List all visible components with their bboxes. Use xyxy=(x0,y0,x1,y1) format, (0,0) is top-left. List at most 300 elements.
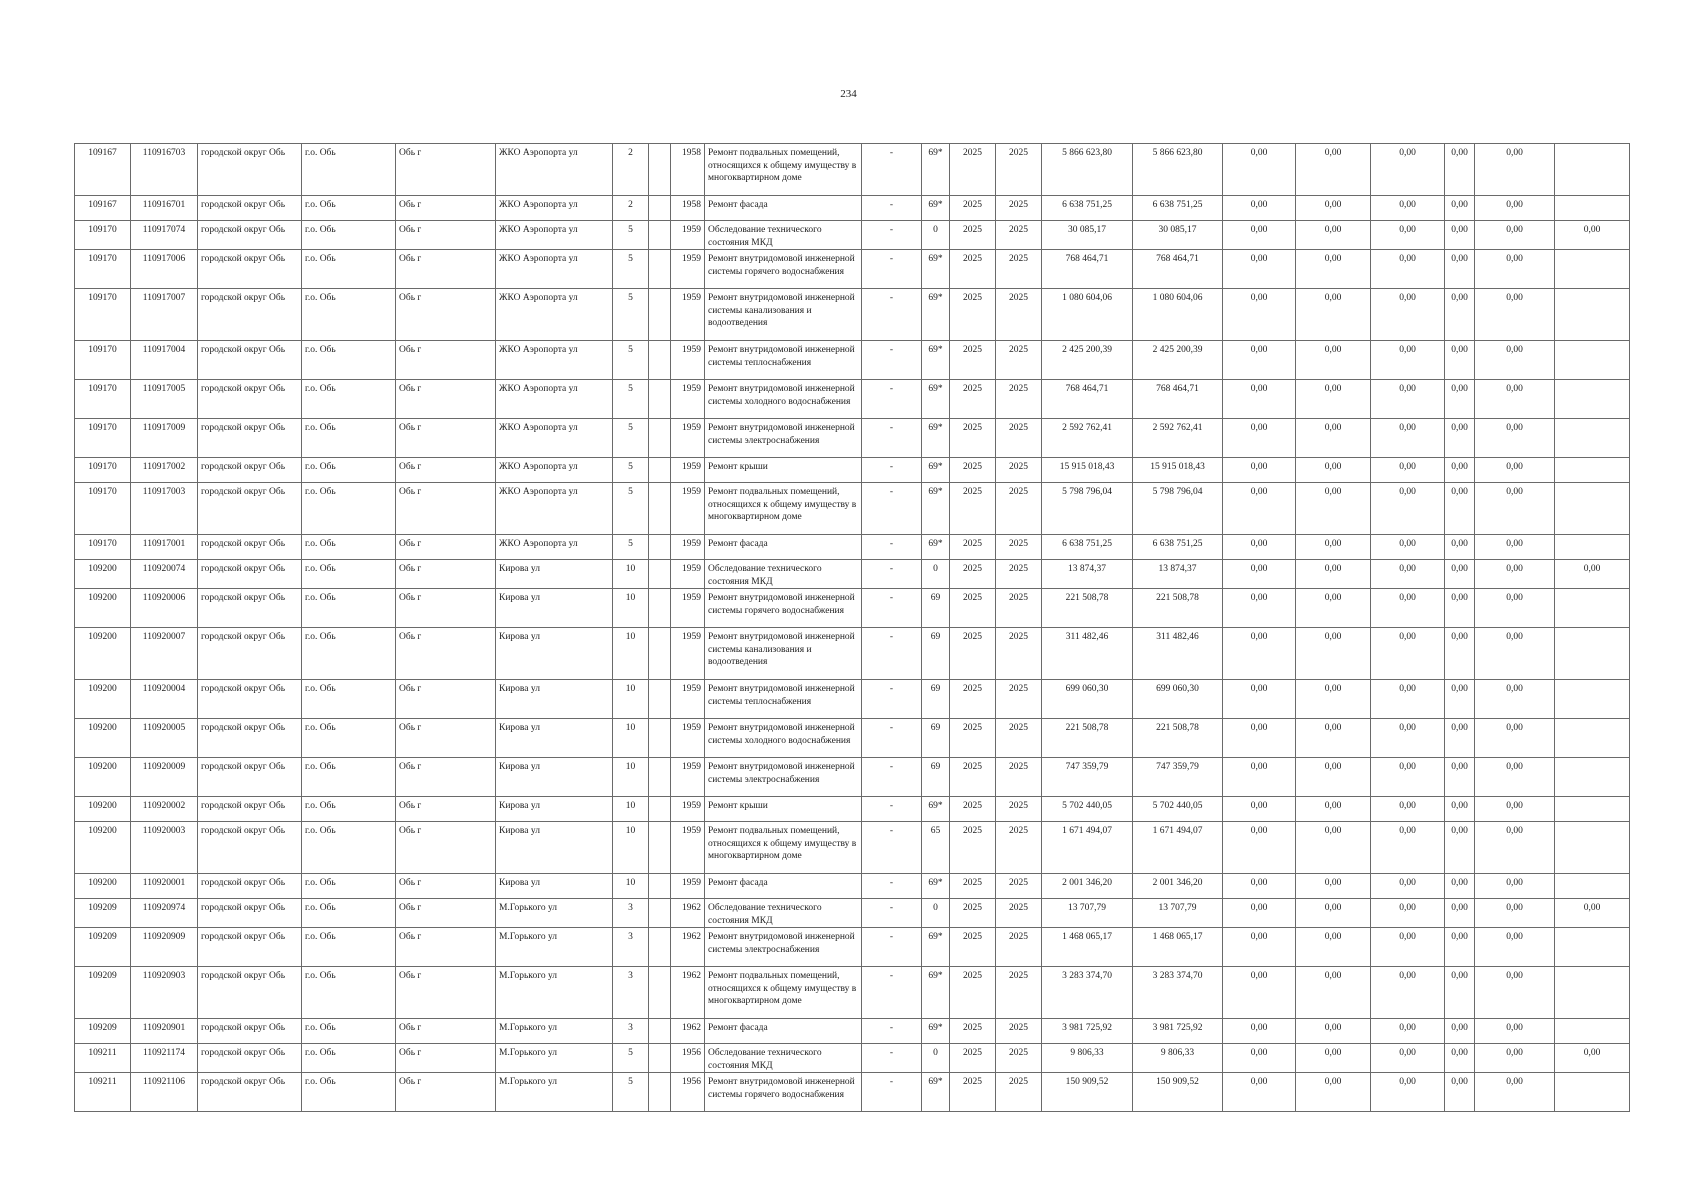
cell-year-to: 2025 xyxy=(996,144,1042,196)
cell-c1: 0,00 xyxy=(1223,899,1296,928)
cell-go: г.о. Обь xyxy=(302,1019,396,1044)
cell-settlement: Обь г xyxy=(396,196,496,221)
cell-year-from: 2025 xyxy=(950,560,996,589)
cell-wear: 69* xyxy=(922,380,950,419)
cell-korpus xyxy=(649,289,671,341)
cell-year: 1962 xyxy=(671,1019,705,1044)
cell-c2: 0,00 xyxy=(1296,221,1371,250)
cell-okrug: городской округ Обь xyxy=(198,1044,302,1073)
cell-house: 10 xyxy=(613,589,649,628)
cell-settlement: Обь г xyxy=(396,719,496,758)
cell-cost-fund: 2 425 200,39 xyxy=(1133,341,1223,380)
cell-code: 110920004 xyxy=(131,680,198,719)
cell-c4: 0,00 xyxy=(1445,1073,1475,1112)
cell-c6 xyxy=(1555,289,1630,341)
cell-c5: 0,00 xyxy=(1475,250,1555,289)
cell-house: 3 xyxy=(613,928,649,967)
cell-id: 109170 xyxy=(75,221,131,250)
cell-settlement: Обь г xyxy=(396,535,496,560)
cell-year: 1959 xyxy=(671,221,705,250)
cell-street: Кирова ул xyxy=(496,680,613,719)
table-row xyxy=(75,899,1630,928)
table-row xyxy=(75,797,1630,822)
cell-year-to: 2025 xyxy=(996,196,1042,221)
cell-okrug: городской округ Обь xyxy=(198,797,302,822)
cell-c3: 0,00 xyxy=(1371,419,1445,458)
cell-cost-fund: 747 359,79 xyxy=(1133,758,1223,797)
cell-korpus xyxy=(649,144,671,196)
cell-c2: 0,00 xyxy=(1296,589,1371,628)
cell-go: г.о. Обь xyxy=(302,822,396,874)
cell-c6 xyxy=(1555,628,1630,680)
cell-c3: 0,00 xyxy=(1371,458,1445,483)
cell-work: Ремонт внутридомовой инженерной системы горячего водоснабжения xyxy=(705,250,862,289)
cell-house: 5 xyxy=(613,483,649,535)
cell-street: ЖКО Аэропорта ул xyxy=(496,380,613,419)
cell-work: Обследование технического состояния МКД xyxy=(705,899,862,928)
cell-house: 5 xyxy=(613,1073,649,1112)
cell-house: 2 xyxy=(613,196,649,221)
table-row xyxy=(75,560,1630,589)
cell-dash: - xyxy=(862,221,922,250)
cell-year-from: 2025 xyxy=(950,797,996,822)
cell-go: г.о. Обь xyxy=(302,144,396,196)
cell-year-to: 2025 xyxy=(996,967,1042,1019)
cell-work: Ремонт внутридомовой инженерной системы теплоснабжения xyxy=(705,680,862,719)
cell-korpus xyxy=(649,419,671,458)
cell-go: г.о. Обь xyxy=(302,874,396,899)
cell-work: Ремонт внутридомовой инженерной системы холодного водоснабжения xyxy=(705,719,862,758)
cell-korpus xyxy=(649,822,671,874)
table-row xyxy=(75,144,1630,196)
cell-wear: 69 xyxy=(922,719,950,758)
cell-korpus xyxy=(649,874,671,899)
cell-c6 xyxy=(1555,144,1630,196)
cell-c4: 0,00 xyxy=(1445,928,1475,967)
cell-dash: - xyxy=(862,289,922,341)
cell-house: 3 xyxy=(613,899,649,928)
cell-street: М.Горького ул xyxy=(496,967,613,1019)
cell-cost-total: 1 468 065,17 xyxy=(1042,928,1133,967)
cell-code: 110920901 xyxy=(131,1019,198,1044)
cell-house: 10 xyxy=(613,797,649,822)
cell-settlement: Обь г xyxy=(396,589,496,628)
cell-wear: 69* xyxy=(922,289,950,341)
cell-c2: 0,00 xyxy=(1296,458,1371,483)
cell-cost-fund: 768 464,71 xyxy=(1133,250,1223,289)
cell-year-to: 2025 xyxy=(996,758,1042,797)
cell-cost-total: 768 464,71 xyxy=(1042,250,1133,289)
cell-wear: 69 xyxy=(922,680,950,719)
cell-c4: 0,00 xyxy=(1445,589,1475,628)
cell-korpus xyxy=(649,341,671,380)
cell-dash: - xyxy=(862,967,922,1019)
table-body xyxy=(75,144,1630,1112)
cell-wear: 69* xyxy=(922,250,950,289)
cell-c4: 0,00 xyxy=(1445,628,1475,680)
cell-year-to: 2025 xyxy=(996,380,1042,419)
cell-okrug: городской округ Обь xyxy=(198,1019,302,1044)
cell-dash: - xyxy=(862,928,922,967)
cell-year: 1959 xyxy=(671,250,705,289)
cell-street: ЖКО Аэропорта ул xyxy=(496,250,613,289)
cell-id: 109200 xyxy=(75,797,131,822)
page-number: 234 xyxy=(840,88,857,100)
cell-c4: 0,00 xyxy=(1445,250,1475,289)
cell-street: ЖКО Аэропорта ул xyxy=(496,535,613,560)
cell-settlement: Обь г xyxy=(396,1073,496,1112)
cell-okrug: городской округ Обь xyxy=(198,967,302,1019)
cell-c2: 0,00 xyxy=(1296,419,1371,458)
cell-street: Кирова ул xyxy=(496,822,613,874)
cell-c3: 0,00 xyxy=(1371,719,1445,758)
cell-c5: 0,00 xyxy=(1475,483,1555,535)
cell-korpus xyxy=(649,535,671,560)
cell-year-from: 2025 xyxy=(950,628,996,680)
cell-c5: 0,00 xyxy=(1475,719,1555,758)
cell-wear: 0 xyxy=(922,221,950,250)
cell-cost-fund: 311 482,46 xyxy=(1133,628,1223,680)
cell-house: 5 xyxy=(613,419,649,458)
cell-c2: 0,00 xyxy=(1296,899,1371,928)
cell-c3: 0,00 xyxy=(1371,341,1445,380)
cell-house: 5 xyxy=(613,380,649,419)
cell-work: Ремонт внутридомовой инженерной системы теплоснабжения xyxy=(705,341,862,380)
cell-cost-total: 150 909,52 xyxy=(1042,1073,1133,1112)
cell-id: 109170 xyxy=(75,289,131,341)
cell-code: 110917074 xyxy=(131,221,198,250)
cell-c6: 0,00 xyxy=(1555,1044,1630,1073)
cell-c1: 0,00 xyxy=(1223,144,1296,196)
cell-year-from: 2025 xyxy=(950,341,996,380)
cell-house: 5 xyxy=(613,289,649,341)
cell-wear: 69* xyxy=(922,458,950,483)
cell-year-from: 2025 xyxy=(950,144,996,196)
cell-cost-fund: 5 866 623,80 xyxy=(1133,144,1223,196)
cell-c2: 0,00 xyxy=(1296,797,1371,822)
cell-cost-fund: 3 981 725,92 xyxy=(1133,1019,1223,1044)
cell-street: М.Горького ул xyxy=(496,1073,613,1112)
cell-settlement: Обь г xyxy=(396,758,496,797)
cell-cost-fund: 2 592 762,41 xyxy=(1133,419,1223,458)
cell-year-to: 2025 xyxy=(996,483,1042,535)
cell-c3: 0,00 xyxy=(1371,899,1445,928)
cell-c1: 0,00 xyxy=(1223,1073,1296,1112)
cell-house: 5 xyxy=(613,250,649,289)
cell-cost-fund: 150 909,52 xyxy=(1133,1073,1223,1112)
cell-id: 109211 xyxy=(75,1044,131,1073)
cell-c1: 0,00 xyxy=(1223,380,1296,419)
cell-dash: - xyxy=(862,899,922,928)
cell-wear: 65 xyxy=(922,822,950,874)
cell-settlement: Обь г xyxy=(396,483,496,535)
cell-c4: 0,00 xyxy=(1445,874,1475,899)
cell-c3: 0,00 xyxy=(1371,1073,1445,1112)
cell-c1: 0,00 xyxy=(1223,589,1296,628)
cell-c3: 0,00 xyxy=(1371,289,1445,341)
cell-year: 1959 xyxy=(671,341,705,380)
cell-year: 1962 xyxy=(671,967,705,1019)
cell-id: 109200 xyxy=(75,758,131,797)
cell-year-to: 2025 xyxy=(996,289,1042,341)
table-row xyxy=(75,483,1630,535)
cell-settlement: Обь г xyxy=(396,419,496,458)
cell-cost-fund: 15 915 018,43 xyxy=(1133,458,1223,483)
cell-street: Кирова ул xyxy=(496,797,613,822)
cell-c4: 0,00 xyxy=(1445,899,1475,928)
cell-okrug: городской округ Обь xyxy=(198,221,302,250)
cell-okrug: городской округ Обь xyxy=(198,822,302,874)
cell-year-to: 2025 xyxy=(996,797,1042,822)
cell-c3: 0,00 xyxy=(1371,628,1445,680)
cell-c6 xyxy=(1555,758,1630,797)
cell-year: 1959 xyxy=(671,874,705,899)
cell-street: Кирова ул xyxy=(496,628,613,680)
cell-c5: 0,00 xyxy=(1475,928,1555,967)
cell-work: Обследование технического состояния МКД xyxy=(705,221,862,250)
cell-house: 5 xyxy=(613,535,649,560)
cell-street: ЖКО Аэропорта ул xyxy=(496,458,613,483)
cell-id: 109209 xyxy=(75,928,131,967)
cell-year-to: 2025 xyxy=(996,589,1042,628)
cell-cost-total: 221 508,78 xyxy=(1042,589,1133,628)
cell-c6 xyxy=(1555,719,1630,758)
cell-work: Ремонт подвальных помещений, относящихся к общему имуществу в многоквартирном доме xyxy=(705,483,862,535)
cell-settlement: Обь г xyxy=(396,967,496,1019)
cell-okrug: городской округ Обь xyxy=(198,535,302,560)
cell-house: 5 xyxy=(613,458,649,483)
cell-c2: 0,00 xyxy=(1296,680,1371,719)
cell-house: 10 xyxy=(613,560,649,589)
cell-dash: - xyxy=(862,758,922,797)
cell-c1: 0,00 xyxy=(1223,719,1296,758)
cell-id: 109200 xyxy=(75,560,131,589)
cell-wear: 69* xyxy=(922,419,950,458)
cell-house: 10 xyxy=(613,874,649,899)
table-row xyxy=(75,967,1630,1019)
cell-wear: 69 xyxy=(922,589,950,628)
cell-id: 109200 xyxy=(75,628,131,680)
table-row xyxy=(75,874,1630,899)
cell-year: 1959 xyxy=(671,535,705,560)
cell-c1: 0,00 xyxy=(1223,250,1296,289)
cell-cost-total: 5 702 440,05 xyxy=(1042,797,1133,822)
cell-okrug: городской округ Обь xyxy=(198,589,302,628)
cell-dash: - xyxy=(862,250,922,289)
cell-cost-total: 3 283 374,70 xyxy=(1042,967,1133,1019)
cell-korpus xyxy=(649,483,671,535)
cell-go: г.о. Обь xyxy=(302,380,396,419)
cell-okrug: городской округ Обь xyxy=(198,289,302,341)
cell-house: 5 xyxy=(613,221,649,250)
cell-code: 110920903 xyxy=(131,967,198,1019)
cell-code: 110917005 xyxy=(131,380,198,419)
cell-code: 110920003 xyxy=(131,822,198,874)
cell-wear: 69* xyxy=(922,196,950,221)
cell-cost-total: 699 060,30 xyxy=(1042,680,1133,719)
cell-c6 xyxy=(1555,680,1630,719)
cell-c4: 0,00 xyxy=(1445,458,1475,483)
cell-year-from: 2025 xyxy=(950,928,996,967)
cell-street: Кирова ул xyxy=(496,589,613,628)
cell-c3: 0,00 xyxy=(1371,874,1445,899)
cell-korpus xyxy=(649,928,671,967)
cell-go: г.о. Обь xyxy=(302,535,396,560)
table-row xyxy=(75,289,1630,341)
cell-code: 110920909 xyxy=(131,928,198,967)
cell-code: 110921174 xyxy=(131,1044,198,1073)
cell-cost-total: 6 638 751,25 xyxy=(1042,535,1133,560)
cell-dash: - xyxy=(862,589,922,628)
cell-c5: 0,00 xyxy=(1475,822,1555,874)
cell-wear: 69* xyxy=(922,797,950,822)
cell-year-from: 2025 xyxy=(950,196,996,221)
cell-c3: 0,00 xyxy=(1371,928,1445,967)
cell-year-from: 2025 xyxy=(950,289,996,341)
cell-year: 1959 xyxy=(671,680,705,719)
cell-cost-total: 2 592 762,41 xyxy=(1042,419,1133,458)
cell-wear: 69* xyxy=(922,928,950,967)
cell-c5: 0,00 xyxy=(1475,874,1555,899)
cell-c4: 0,00 xyxy=(1445,680,1475,719)
cell-c4: 0,00 xyxy=(1445,822,1475,874)
cell-go: г.о. Обь xyxy=(302,928,396,967)
cell-c3: 0,00 xyxy=(1371,535,1445,560)
cell-c6 xyxy=(1555,928,1630,967)
cell-go: г.о. Обь xyxy=(302,560,396,589)
cell-c2: 0,00 xyxy=(1296,535,1371,560)
cell-c3: 0,00 xyxy=(1371,680,1445,719)
cell-c2: 0,00 xyxy=(1296,144,1371,196)
cell-code: 110920974 xyxy=(131,899,198,928)
table-row xyxy=(75,250,1630,289)
cell-cost-total: 221 508,78 xyxy=(1042,719,1133,758)
cell-c5: 0,00 xyxy=(1475,535,1555,560)
cell-house: 3 xyxy=(613,967,649,1019)
table-row xyxy=(75,822,1630,874)
cell-c6 xyxy=(1555,250,1630,289)
cell-year: 1956 xyxy=(671,1073,705,1112)
cell-id: 109170 xyxy=(75,419,131,458)
cell-go: г.о. Обь xyxy=(302,483,396,535)
cell-c4: 0,00 xyxy=(1445,341,1475,380)
cell-c4: 0,00 xyxy=(1445,1019,1475,1044)
cell-c3: 0,00 xyxy=(1371,797,1445,822)
cell-c1: 0,00 xyxy=(1223,196,1296,221)
cell-dash: - xyxy=(862,483,922,535)
cell-c5: 0,00 xyxy=(1475,560,1555,589)
cell-year-from: 2025 xyxy=(950,758,996,797)
cell-year: 1958 xyxy=(671,196,705,221)
cell-dash: - xyxy=(862,822,922,874)
cell-cost-total: 311 482,46 xyxy=(1042,628,1133,680)
table-row xyxy=(75,628,1630,680)
cell-c5: 0,00 xyxy=(1475,419,1555,458)
cell-korpus xyxy=(649,380,671,419)
cell-c3: 0,00 xyxy=(1371,483,1445,535)
cell-c5: 0,00 xyxy=(1475,289,1555,341)
cell-dash: - xyxy=(862,380,922,419)
cell-korpus xyxy=(649,628,671,680)
cell-cost-total: 747 359,79 xyxy=(1042,758,1133,797)
cell-year-from: 2025 xyxy=(950,967,996,1019)
cell-c2: 0,00 xyxy=(1296,628,1371,680)
cell-year: 1959 xyxy=(671,589,705,628)
cell-c2: 0,00 xyxy=(1296,483,1371,535)
cell-work: Ремонт внутридомовой инженерной системы холодного водоснабжения xyxy=(705,380,862,419)
cell-house: 5 xyxy=(613,1044,649,1073)
cell-cost-total: 1 671 494,07 xyxy=(1042,822,1133,874)
cell-id: 109200 xyxy=(75,874,131,899)
cell-cost-total: 5 798 796,04 xyxy=(1042,483,1133,535)
cell-go: г.о. Обь xyxy=(302,250,396,289)
cell-work: Ремонт внутридомовой инженерной системы канализования и водоотведения xyxy=(705,628,862,680)
cell-c5: 0,00 xyxy=(1475,758,1555,797)
table-row xyxy=(75,719,1630,758)
cell-c6: 0,00 xyxy=(1555,899,1630,928)
cell-year-from: 2025 xyxy=(950,719,996,758)
cell-cost-fund: 30 085,17 xyxy=(1133,221,1223,250)
cell-c4: 0,00 xyxy=(1445,719,1475,758)
cell-cost-fund: 9 806,33 xyxy=(1133,1044,1223,1073)
cell-street: М.Горького ул xyxy=(496,928,613,967)
cell-c6 xyxy=(1555,589,1630,628)
cell-cost-fund: 221 508,78 xyxy=(1133,719,1223,758)
cell-go: г.о. Обь xyxy=(302,899,396,928)
cell-year-to: 2025 xyxy=(996,822,1042,874)
cell-year-from: 2025 xyxy=(950,680,996,719)
cell-c5: 0,00 xyxy=(1475,1019,1555,1044)
cell-c1: 0,00 xyxy=(1223,680,1296,719)
cell-house: 5 xyxy=(613,341,649,380)
cell-street: Кирова ул xyxy=(496,719,613,758)
cell-okrug: городской округ Обь xyxy=(198,874,302,899)
cell-c3: 0,00 xyxy=(1371,589,1445,628)
cell-year-to: 2025 xyxy=(996,560,1042,589)
cell-year-to: 2025 xyxy=(996,250,1042,289)
cell-work: Ремонт фасада xyxy=(705,535,862,560)
cell-dash: - xyxy=(862,1019,922,1044)
cell-okrug: городской округ Обь xyxy=(198,144,302,196)
cell-c1: 0,00 xyxy=(1223,758,1296,797)
cell-street: ЖКО Аэропорта ул xyxy=(496,483,613,535)
cell-cost-fund: 699 060,30 xyxy=(1133,680,1223,719)
cell-c1: 0,00 xyxy=(1223,797,1296,822)
cell-settlement: Обь г xyxy=(396,797,496,822)
cell-year-from: 2025 xyxy=(950,419,996,458)
cell-c3: 0,00 xyxy=(1371,1019,1445,1044)
cell-settlement: Обь г xyxy=(396,822,496,874)
cell-year-to: 2025 xyxy=(996,928,1042,967)
cell-c6 xyxy=(1555,967,1630,1019)
cell-year: 1959 xyxy=(671,289,705,341)
cell-c2: 0,00 xyxy=(1296,380,1371,419)
cell-cost-total: 768 464,71 xyxy=(1042,380,1133,419)
cell-id: 109170 xyxy=(75,535,131,560)
cell-code: 110917002 xyxy=(131,458,198,483)
cell-c1: 0,00 xyxy=(1223,221,1296,250)
cell-work: Ремонт фасада xyxy=(705,1019,862,1044)
cell-c2: 0,00 xyxy=(1296,289,1371,341)
cell-year-from: 2025 xyxy=(950,1044,996,1073)
cell-work: Ремонт внутридомовой инженерной системы электроснабжения xyxy=(705,758,862,797)
cell-okrug: городской округ Обь xyxy=(198,380,302,419)
table-row xyxy=(75,535,1630,560)
cell-settlement: Обь г xyxy=(396,560,496,589)
cell-korpus xyxy=(649,589,671,628)
cell-c6 xyxy=(1555,535,1630,560)
cell-c2: 0,00 xyxy=(1296,196,1371,221)
